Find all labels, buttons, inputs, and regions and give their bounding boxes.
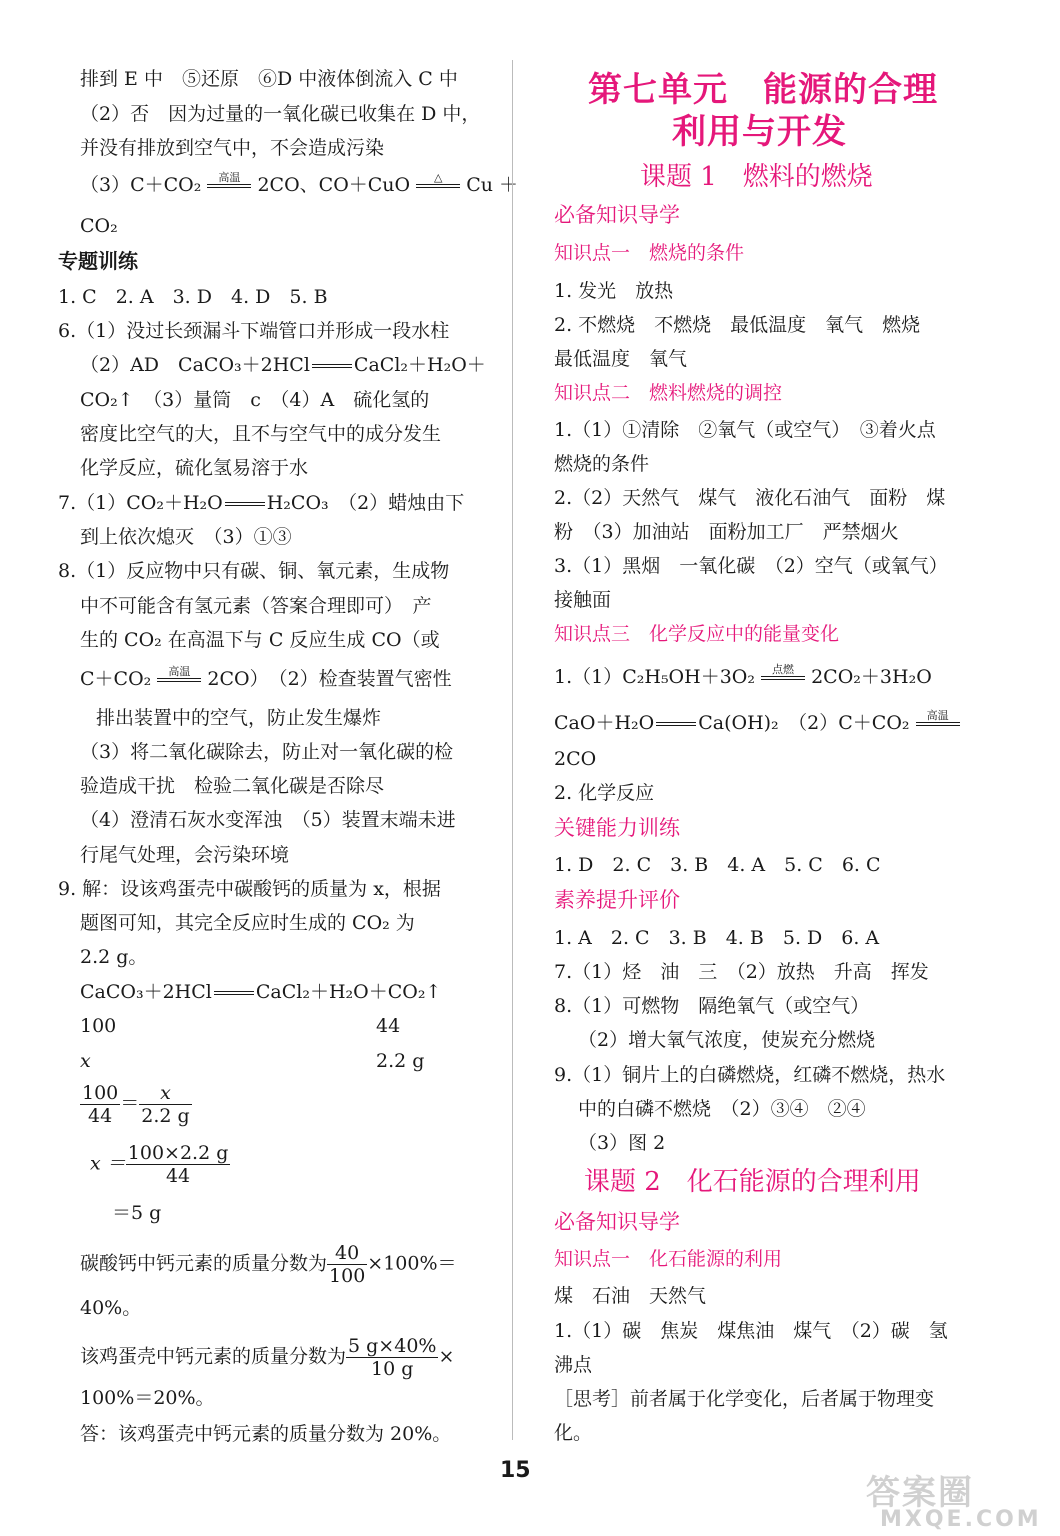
page-number: 15 xyxy=(500,1458,531,1483)
condition: 点燃 xyxy=(772,663,795,676)
section-heading: 必备知识导学 xyxy=(554,1210,680,1234)
text: CaCl₂＋H₂O＋CO₂↑ xyxy=(255,981,442,1003)
answer-line: 8.（1）可燃物 隔绝氧气（或空气） xyxy=(554,995,870,1017)
text-line: 生的 CO₂ 在高温下与 C 反应生成 CO（或 xyxy=(80,629,440,651)
proportion xyxy=(80,1082,192,1127)
reaction-equals xyxy=(761,664,805,692)
equals-sign xyxy=(225,502,265,506)
answer-line: 7.（1）烃 油 三 （2）放热 升高 挥发 xyxy=(554,961,929,983)
denominator: 100 xyxy=(329,1265,366,1287)
text-line: 100%＝20%。 xyxy=(80,1387,215,1409)
reaction-equals xyxy=(157,666,201,694)
text: 该鸡蛋壳中钙元素的质量分数为 xyxy=(80,1345,347,1368)
answer-line: （3）图 2 xyxy=(578,1132,666,1154)
text-line: 密度比空气的大，且不与空气中的成分发生 xyxy=(80,423,442,445)
text: 1.（1）C₂H₅OH＋3O₂ xyxy=(554,666,755,688)
watermark-logo xyxy=(866,1465,1056,1535)
answer-line: 2CO xyxy=(554,748,597,770)
answer-line: 1.（1）碳 焦炭 煤焦油 煤气 （2）碳 氢 xyxy=(554,1320,948,1342)
answer-line: 6.（1）没过长颈漏斗下端管口并形成一段水柱 xyxy=(58,320,450,342)
text: 2CO） （2）检查装置气密性 xyxy=(207,668,452,690)
text: Ca(OH)₂ （2）C＋CO₂ xyxy=(698,712,910,734)
conclusion: 答：该鸡蛋壳中钙元素的质量分数为 20%。 xyxy=(80,1423,452,1445)
section-heading: 专题训练 xyxy=(58,249,138,273)
text-line: 并没有排放到空气中，不会造成污染 xyxy=(80,137,385,159)
equals-sign xyxy=(312,364,352,368)
equation-line xyxy=(80,352,486,378)
watermark-url: MXQE.COM xyxy=(880,1507,1042,1532)
denominator: 44 xyxy=(165,1165,191,1187)
text: CaCl₂＋H₂O＋ xyxy=(353,354,486,376)
column-divider xyxy=(512,60,513,1440)
lesson-title: 课题 2 化石能源的合理利用 xyxy=(584,1167,921,1197)
text: H₂CO₃ （2）蜡烛由下 xyxy=(266,492,465,514)
lesson-title: 课题 1 燃料的燃烧 xyxy=(640,162,873,192)
given-mass: 2.2 g xyxy=(376,1050,425,1072)
reaction-equals xyxy=(207,172,251,200)
text-line: 排到 E 中 ⑤还原 ⑥D 中液体倒流入 C 中 xyxy=(80,68,458,90)
solution-line xyxy=(80,1335,454,1380)
text-line: （3）将二氧化碳除去，防止对一氧化碳的检 xyxy=(80,741,454,763)
molar-mass: 100 xyxy=(80,1015,117,1037)
text: Cu ＋ xyxy=(466,174,519,196)
answer-line: 化。 xyxy=(554,1422,593,1444)
answer-line: 1.（1）①清除 ②氧气（或空气） ③着火点 xyxy=(554,419,936,441)
equals-sign xyxy=(656,722,696,726)
numerator: 100 xyxy=(82,1082,119,1104)
text-line: 2.2 g。 xyxy=(80,946,148,968)
text-line: 到上依次熄灭 （3）①③ xyxy=(80,526,292,548)
numerator: x xyxy=(139,1082,191,1105)
answer-line: 最低温度 氧气 xyxy=(554,348,688,370)
text-line: 40%。 xyxy=(80,1297,142,1319)
section-heading: 关键能力训练 xyxy=(554,816,680,840)
numerator: 40 xyxy=(327,1242,367,1265)
denominator: 10 g xyxy=(371,1358,414,1380)
answer-line: 中的白磷不燃烧 （2）③④ ②④ xyxy=(578,1098,866,1120)
knowledge-point: 知识点三 化学反应中的能量变化 xyxy=(554,623,840,645)
condition: 高温 xyxy=(168,665,191,678)
answer-line: ［思考］前者属于化学变化，后者属于物理变 xyxy=(554,1388,935,1410)
answer-line: 3.（1）黑烟 一氧化碳 （2）空气（或氧气） xyxy=(554,555,948,577)
condition: 高温 xyxy=(926,709,949,722)
text-line: 化学反应，硫化氢易溶于水 xyxy=(80,457,309,479)
reaction-equals xyxy=(916,710,960,738)
equation-line xyxy=(554,710,960,738)
answer-line: 接触面 xyxy=(554,589,612,611)
answer-line: 2.（2）天然气 煤气 液化石油气 面粉 煤 xyxy=(554,487,946,509)
text-line: 中不可能含有氢元素（答案合理即可） 产 xyxy=(80,595,432,617)
condition: 高温 xyxy=(218,171,241,184)
answer-line: 9. 解：设该鸡蛋壳中碳酸钙的质量为 x，根据 xyxy=(58,878,441,900)
denominator: 44 xyxy=(88,1105,113,1127)
text: 7.（1）CO₂＋H₂O xyxy=(58,492,223,514)
section-heading: 必备知识导学 xyxy=(554,203,680,227)
text: 2CO、CO＋CuO xyxy=(257,174,411,196)
text: x ＝ xyxy=(90,1152,126,1175)
answer-line: 2. 不燃烧 不燃烧 最低温度 氧气 燃烧 xyxy=(554,314,921,336)
equation-line xyxy=(80,172,518,200)
text: C＋CO₂ xyxy=(80,668,152,690)
text-line: （4）澄清石灰水变浑浊 （5）装置末端未进 xyxy=(80,809,456,831)
fraction xyxy=(80,1082,120,1127)
text-line: （2）否 因为过量的一氧化碳已收集在 D 中， xyxy=(80,103,481,125)
text-line: 验造成干扰 检验二氧化碳是否除尽 xyxy=(80,775,385,797)
answer-line: 煤 石油 天然气 xyxy=(554,1285,707,1307)
knowledge-point: 知识点二 燃料燃烧的调控 xyxy=(554,382,783,404)
text: × xyxy=(438,1345,455,1368)
condition: △ xyxy=(433,171,443,184)
numerator: 5 g×40% xyxy=(348,1335,437,1357)
equation-line xyxy=(80,666,452,694)
answer-line: 1. 发光 放热 xyxy=(554,280,674,302)
fraction xyxy=(327,1242,367,1287)
text: （2）AD CaCO₃＋2HCl xyxy=(80,354,310,376)
text: （3）C＋CO₂ xyxy=(80,174,202,196)
equation-line xyxy=(554,664,932,692)
solution-line xyxy=(90,1142,230,1187)
denominator: 2.2 g xyxy=(141,1105,190,1127)
unit-title-cont: 利用与开发 xyxy=(672,112,847,152)
knowledge-point: 知识点一 燃烧的条件 xyxy=(554,242,745,264)
unit-title: 第七单元 能源的合理 xyxy=(588,70,938,110)
equals-sign xyxy=(214,991,254,995)
text: ×100%＝ xyxy=(367,1252,457,1275)
fraction xyxy=(126,1142,231,1187)
knowledge-point: 知识点一 化石能源的利用 xyxy=(554,1248,783,1270)
equals: ＝ xyxy=(120,1092,140,1115)
text-line: CO₂↑ （3）量筒 c （4）A 硫化氢的 xyxy=(80,389,430,411)
answer-line: （2）增大氧气浓度，使炭充分燃烧 xyxy=(578,1029,876,1051)
answer-line: 1. A 2. C 3. B 4. B 5. D 6. A xyxy=(554,927,880,949)
equation-line xyxy=(58,490,464,516)
watermark-text: 答案圈 xyxy=(866,1473,974,1513)
text: CaCO₃＋2HCl xyxy=(80,981,212,1003)
answer-line: 1. C 2. A 3. D 4. D 5. B xyxy=(58,286,328,308)
fraction xyxy=(346,1335,438,1380)
text-line: 题图可知，其完全反应时生成的 CO₂ 为 xyxy=(80,912,415,934)
fraction xyxy=(139,1082,191,1127)
text-line: ＝5 g xyxy=(112,1202,162,1224)
text: CaO＋H₂O xyxy=(554,712,655,734)
text-line: 排出装置中的空气，防止发生爆炸 xyxy=(96,707,382,729)
answer-line: 粉 （3）加油站 面粉加工厂 严禁烟火 xyxy=(554,521,899,543)
reaction-equals xyxy=(416,172,460,200)
answer-line: 9.（1）铜片上的白磷燃烧，红磷不燃烧，热水 xyxy=(554,1064,946,1086)
solution-line xyxy=(80,1242,457,1287)
answer-line: 8.（1）反应物中只有碳、铜、氧元素，生成物 xyxy=(58,560,450,582)
answer-line: 1. D 2. C 3. B 4. A 5. C 6. C xyxy=(554,854,881,876)
variable-x: x xyxy=(80,1050,91,1072)
molar-mass: 44 xyxy=(376,1015,401,1037)
answer-line: 沸点 xyxy=(554,1354,593,1376)
text: 2CO₂＋3H₂O xyxy=(811,666,932,688)
numerator: 100×2.2 g xyxy=(127,1142,229,1164)
equation-line xyxy=(80,979,441,1005)
text: 碳酸钙中钙元素的质量分数为 xyxy=(80,1252,328,1275)
text-line: CO₂ xyxy=(80,215,118,237)
text-line: 行尾气处理，会污染环境 xyxy=(80,844,290,866)
answer-line: 2. 化学反应 xyxy=(554,782,655,804)
section-heading: 素养提升评价 xyxy=(554,888,680,912)
answer-line: 燃烧的条件 xyxy=(554,453,650,475)
